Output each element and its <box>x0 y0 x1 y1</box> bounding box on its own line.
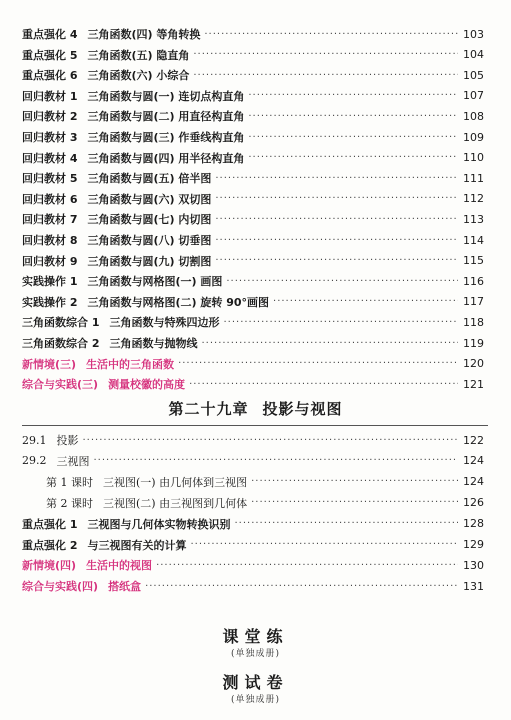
toc-entry[interactable] <box>22 555 484 575</box>
toc-entry-page: 126 <box>463 496 484 510</box>
dot-leader <box>156 560 458 571</box>
dot-leader <box>215 173 458 184</box>
toc-entry-label: 回归教材 2 <box>22 110 78 124</box>
toc-entry[interactable] <box>22 65 484 85</box>
dot-leader <box>215 214 458 225</box>
toc-entry[interactable] <box>22 86 484 106</box>
dot-leader <box>248 152 458 163</box>
dot-leader <box>201 338 458 349</box>
dot-leader <box>248 111 458 122</box>
dot-leader <box>204 29 458 40</box>
toc-entry-page: 117 <box>463 295 484 309</box>
toc-entry-label: 重点强化 5 <box>22 48 78 62</box>
toc-entry-label: 重点强化 4 <box>22 28 78 41</box>
toc-entry[interactable] <box>22 127 484 147</box>
toc-entry-page: 128 <box>463 517 484 531</box>
dot-leader <box>223 317 458 328</box>
toc-entry-label: 三角函数综合 2 <box>22 337 100 350</box>
toc-entry[interactable] <box>22 535 484 555</box>
toc-entry-page: 119 <box>463 336 484 350</box>
toc-entry-label: 重点强化 2 <box>22 538 78 552</box>
toc-entry-label: 综合与实践(四) <box>22 580 99 594</box>
toc-entry-label: 新情境(四) <box>22 559 77 573</box>
toc-entry-page: 105 <box>463 68 484 82</box>
chapter-title: 投影与视图 <box>262 400 343 418</box>
dot-leader <box>94 455 459 466</box>
toc-entry-page: 114 <box>463 233 484 247</box>
toc-entry[interactable] <box>22 189 484 209</box>
toc-entry-page: 115 <box>463 254 484 268</box>
toc-entry[interactable] <box>22 251 484 271</box>
toc-entry-label: 第 2 课时 <box>46 496 93 510</box>
toc-entry[interactable] <box>22 209 484 229</box>
dot-leader <box>83 435 459 446</box>
dot-leader <box>190 539 458 550</box>
section-heading-classwork: 课堂练 <box>222 627 289 646</box>
toc-entry-page: 116 <box>463 274 484 288</box>
dot-leader <box>193 49 458 60</box>
toc-entry-title: 三角函数与网格图(二) 旋转 90°画图 <box>87 295 270 309</box>
toc-entry[interactable] <box>22 312 484 332</box>
toc-entry-title: 三视图(一) 由几何体到三视图 <box>103 475 248 489</box>
toc-entry-page: 120 <box>463 357 484 371</box>
toc-entry-title: 三角函数(六) 小综合 <box>87 69 190 83</box>
toc-entry-label: 重点强化 6 <box>22 69 78 83</box>
toc-entry-label: 综合与实践(三) <box>22 378 99 392</box>
toc-entry-title: 三角函数(五) 隐直角 <box>87 48 190 62</box>
dot-leader <box>189 379 458 390</box>
toc-entry-title: 投影 <box>56 434 79 447</box>
dot-leader <box>248 90 458 101</box>
dot-leader <box>193 70 458 81</box>
toc-entry-page: 112 <box>463 192 484 206</box>
toc-entry[interactable] <box>22 514 484 534</box>
toc-entry[interactable] <box>22 106 484 126</box>
toc-entry[interactable] <box>22 271 484 291</box>
toc-entry-label: 实践操作 2 <box>22 295 78 309</box>
toc-entry[interactable] <box>22 451 484 471</box>
toc-entry-title: 三视图(二) 由三视图到几何体 <box>103 496 248 510</box>
toc-entry-page: 122 <box>463 433 484 447</box>
toc-entry-title: 三角函数与圆(四) 用半径构直角 <box>87 151 245 165</box>
toc-entry-page: 121 <box>463 377 484 391</box>
toc-entry[interactable] <box>46 472 484 492</box>
toc-entry-label: 29.1 <box>22 433 47 447</box>
section-note-tests: (单独成册) <box>230 695 281 705</box>
toc-entry[interactable] <box>22 230 484 250</box>
toc-entry-page: 131 <box>463 579 484 593</box>
dot-leader <box>178 358 458 369</box>
dot-leader <box>215 193 458 204</box>
toc-entry-title: 三角函数(四) 等角转换 <box>87 28 201 41</box>
toc-entry-label: 回归教材 5 <box>22 172 78 186</box>
toc-entry-page: 110 <box>463 151 484 165</box>
toc-entry[interactable] <box>22 148 484 168</box>
toc-entry-label: 回归教材 6 <box>22 192 78 206</box>
toc-entry-page: 129 <box>463 538 484 551</box>
toc-entry-label: 回归教材 7 <box>22 213 78 227</box>
toc-entry-page: 130 <box>463 558 484 572</box>
section-note-classwork: (单独成册) <box>230 649 281 659</box>
toc-entry-title: 三角函数与网格图(一) 画图 <box>87 275 223 289</box>
toc-entry-page: 124 <box>463 475 484 489</box>
toc-entry-page: 118 <box>463 315 484 329</box>
chapter-heading <box>0 398 511 419</box>
toc-entry-page: 104 <box>463 48 484 62</box>
toc-entry-title: 三角函数与圆(六) 双切图 <box>87 192 212 206</box>
toc-entry-title: 三角函数与抛物线 <box>109 337 198 350</box>
toc-entry-page: 113 <box>463 212 484 226</box>
toc-entry-title: 与三视图有关的计算 <box>87 538 187 552</box>
dot-leader <box>273 296 458 307</box>
toc-entry[interactable] <box>22 576 484 596</box>
toc-entry[interactable] <box>22 24 484 44</box>
dot-leader <box>226 276 458 287</box>
toc-entry-page: 109 <box>463 130 484 144</box>
toc-entry[interactable] <box>22 430 484 450</box>
toc-entry-title: 生活中的三角函数 <box>86 357 175 371</box>
toc-entry-title: 三角函数与圆(八) 切垂图 <box>87 234 212 247</box>
toc-entry[interactable] <box>46 493 484 513</box>
toc-entry[interactable] <box>22 374 484 394</box>
toc-entry-label: 实践操作 1 <box>22 275 78 289</box>
toc-entry-page: 103 <box>463 27 484 41</box>
toc-entry-page: 107 <box>463 89 484 103</box>
dot-leader <box>215 235 458 246</box>
dot-leader <box>215 255 458 266</box>
toc-entry-title: 三角函数与圆(五) 倍半图 <box>87 172 212 186</box>
dot-leader <box>251 476 458 487</box>
toc-entry-title: 生活中的视图 <box>86 559 153 573</box>
chapter-number: 第二十九章 <box>168 400 249 418</box>
toc-entry-title: 三角函数与特殊四边形 <box>109 316 220 330</box>
dot-leader <box>251 497 458 508</box>
chapter-divider <box>22 425 488 426</box>
toc-entry[interactable] <box>22 45 484 65</box>
toc-entry-label: 回归教材 8 <box>22 234 78 247</box>
toc-entry-page: 108 <box>463 109 484 123</box>
dot-leader <box>145 581 458 592</box>
toc-entry-title: 三视图 <box>56 454 90 468</box>
toc-entry[interactable] <box>22 168 484 188</box>
toc-entry-title: 三角函数与圆(七) 内切图 <box>87 213 212 227</box>
toc-entry-label: 29.2 <box>22 454 47 468</box>
toc-entry-title: 测量校徽的高度 <box>108 378 186 392</box>
toc-entry-title: 三角函数与圆(九) 切割图 <box>87 254 212 268</box>
toc-entry[interactable] <box>22 292 484 312</box>
toc-entry-label: 新情境(三) <box>22 357 77 371</box>
toc-entry-label: 重点强化 1 <box>22 517 78 531</box>
toc-entry-page: 111 <box>463 171 484 185</box>
toc-entry-label: 第 1 课时 <box>46 475 93 489</box>
toc-entry-label: 回归教材 1 <box>22 89 78 103</box>
toc-entry-title: 三角函数与圆(一) 连切点构直角 <box>87 89 245 103</box>
toc-entry-label: 三角函数综合 1 <box>22 316 100 330</box>
toc-entry-title: 三视图与几何体实物转换识别 <box>87 517 231 531</box>
toc-entry-title: 三角函数与圆(三) 作垂线构直角 <box>87 131 245 144</box>
dot-leader <box>248 132 458 143</box>
toc-entry-label: 回归教材 9 <box>22 254 78 268</box>
toc-entry-page: 124 <box>463 454 484 468</box>
toc-entry-label: 回归教材 4 <box>22 151 78 165</box>
dot-leader <box>234 518 458 529</box>
toc-entry-label: 回归教材 3 <box>22 131 78 144</box>
section-heading-tests: 测试卷 <box>222 673 289 692</box>
toc-entry[interactable] <box>22 354 484 374</box>
toc-entry[interactable] <box>22 333 484 353</box>
toc-entry-title: 搭纸盒 <box>108 580 142 594</box>
toc-entry-title: 三角函数与圆(二) 用直径构直角 <box>87 110 245 124</box>
